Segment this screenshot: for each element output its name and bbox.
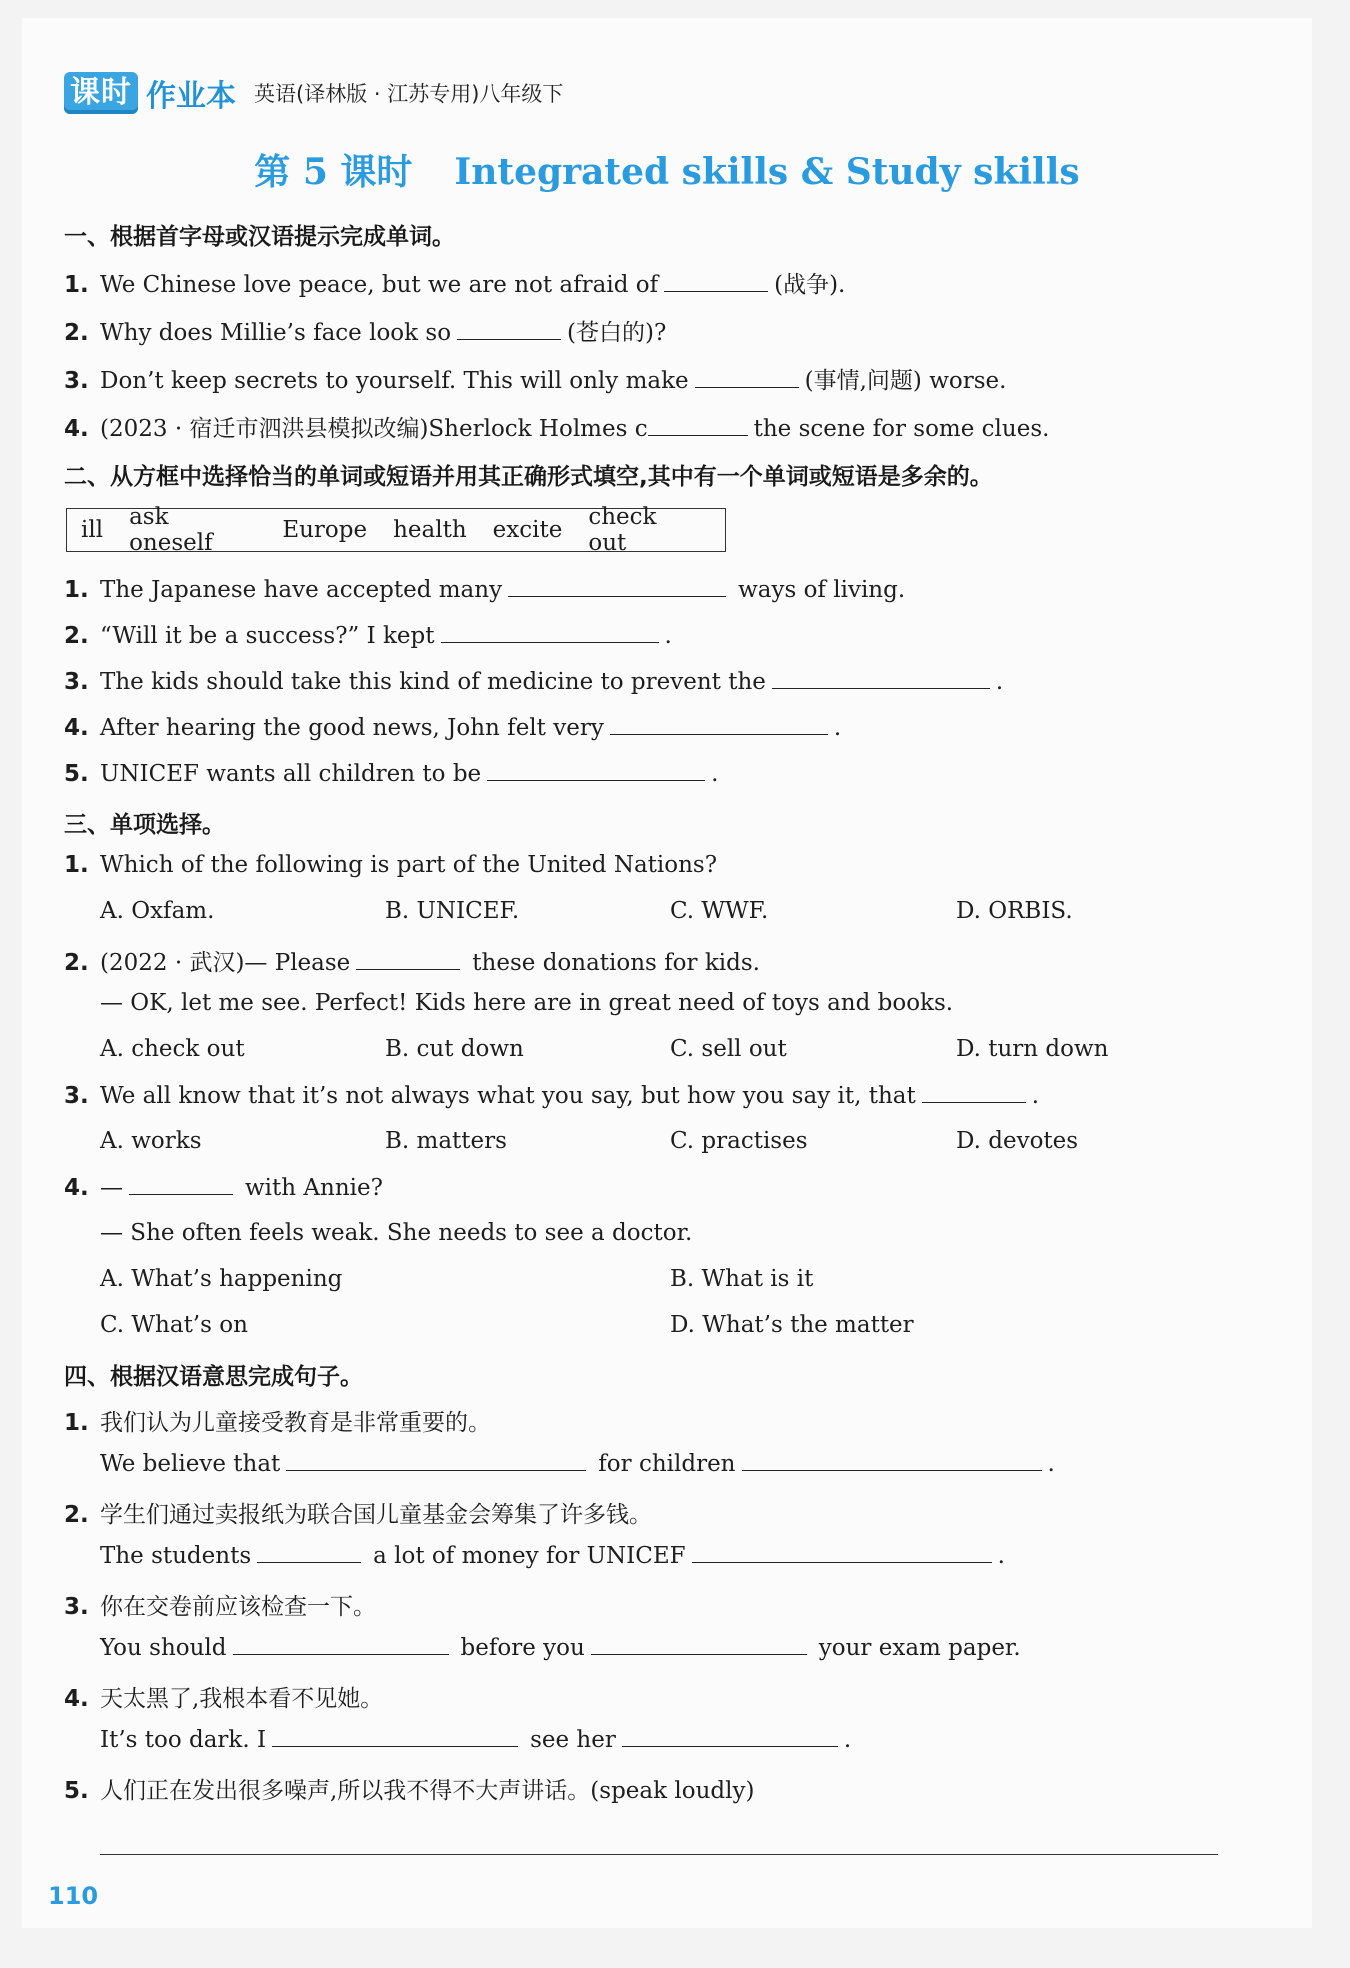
word-option: Europe: [282, 517, 368, 543]
lesson-title: [22, 144, 1312, 195]
answer-blank[interactable]: [742, 1450, 1042, 1471]
answer-blank[interactable]: [610, 714, 828, 735]
page-number: 110: [48, 1882, 99, 1910]
s3-question-3: 3. We all know that it’s not always what you say, but how you say it, that .: [64, 1083, 1040, 1109]
s4-question-3-chinese: 3. 你在交卷前应该检查一下。: [64, 1594, 376, 1620]
s2-question-1: 1. The Japanese have accepted many ways of living.: [64, 577, 906, 603]
word-box: [66, 504, 726, 556]
answer-blank[interactable]: [648, 415, 748, 436]
choice-c[interactable]: C. What’s on: [100, 1312, 248, 1338]
s2-question-2: 2. “Will it be a success?” I kept .: [64, 623, 672, 649]
answer-blank[interactable]: [129, 1174, 233, 1195]
word-option: excite: [492, 517, 563, 543]
answer-blank[interactable]: [356, 949, 460, 970]
book-subtitle: 英语(译林版 · 江苏专用)八年级下: [254, 82, 564, 106]
answer-blank[interactable]: [257, 1542, 361, 1563]
choice-c[interactable]: C. sell out: [670, 1036, 787, 1062]
answer-blank[interactable]: [487, 760, 705, 781]
answer-blank[interactable]: [286, 1450, 586, 1471]
s2-question-3: 3. The kids should take this kind of medicine to prevent the .: [64, 669, 1004, 695]
choice-b[interactable]: B. What is it: [670, 1266, 814, 1292]
s4-question-2-chinese: 2. 学生们通过卖报纸为联合国儿童基金会筹集了许多钱。: [64, 1502, 652, 1528]
s4-question-1-answer: We believe that for children .: [100, 1451, 1055, 1477]
s1-question-3: 3. Don’t keep secrets to yourself. This will only make (事情,问题) worse.: [64, 368, 1007, 394]
choice-b[interactable]: B. cut down: [385, 1036, 524, 1062]
section-2-heading: 二、从方框中选择恰当的单词或短语并用其正确形式填空,其中有一个单词或短语是多余的。: [64, 464, 993, 490]
book-logo: [64, 71, 236, 115]
answer-blank[interactable]: [772, 668, 990, 689]
lesson-number: 第 5 课时: [254, 151, 413, 193]
s4-question-1-chinese: 1. 我们认为儿童接受教育是非常重要的。: [64, 1410, 491, 1436]
choice-d[interactable]: D. devotes: [956, 1128, 1079, 1154]
answer-blank[interactable]: [664, 271, 768, 292]
s4-question-4-answer: It’s too dark. I see her .: [100, 1727, 852, 1753]
s3-question-1: 1. Which of the following is part of the United Nations?: [64, 852, 718, 878]
answer-blank[interactable]: [457, 319, 561, 340]
s4-question-5-chinese: 5. 人们正在发出很多噪声,所以我不得不大声讲话。(speak loudly): [64, 1778, 755, 1804]
word-option: health: [393, 517, 467, 543]
choice-a[interactable]: A. Oxfam.: [100, 898, 215, 924]
choice-d[interactable]: D. What’s the matter: [670, 1312, 914, 1338]
s4-question-3-answer: You should before you your exam paper.: [100, 1635, 1021, 1661]
choice-d[interactable]: D. turn down: [956, 1036, 1109, 1062]
choice-a[interactable]: A. What’s happening: [100, 1266, 343, 1292]
s4-question-2-answer: The students a lot of money for UNICEF .: [100, 1543, 1005, 1569]
word-option: ask oneself: [129, 504, 213, 556]
s1-question-2: 2. Why does Millie’s face look so (苍白的)?: [64, 320, 667, 346]
answer-blank[interactable]: [233, 1634, 449, 1655]
answer-blank[interactable]: [622, 1726, 838, 1747]
s1-question-1: 1. We Chinese love peace, but we are not afraid of (战争).: [64, 272, 846, 298]
section-4-heading: 四、根据汉语意思完成句子。: [64, 1364, 363, 1390]
choice-b[interactable]: B. UNICEF.: [385, 898, 520, 924]
word-option: ill: [81, 517, 104, 543]
logo-text: 作业本: [146, 79, 236, 114]
choice-c[interactable]: C. practises: [670, 1128, 808, 1154]
s3-question-4: 4. — with Annie?: [64, 1175, 383, 1201]
answer-blank[interactable]: [692, 1542, 992, 1563]
s2-question-5: 5. UNICEF wants all children to be .: [64, 761, 719, 787]
s3-q4-reply: — She often feels weak. She needs to see a doctor.: [100, 1220, 693, 1246]
answer-blank[interactable]: [591, 1634, 807, 1655]
answer-line[interactable]: [100, 1854, 1218, 1855]
s3-question-2: 2. (2022 · 武汉)— Please these donations for kids.: [64, 950, 760, 976]
s3-q2-reply: — OK, let me see. Perfect! Kids here are in great need of toys and books.: [100, 990, 954, 1016]
logo-badge: 课时: [64, 72, 138, 114]
worksheet-page: [22, 18, 1312, 1928]
word-option: check out: [588, 504, 657, 556]
answer-blank[interactable]: [508, 576, 726, 597]
choice-c[interactable]: C. WWF.: [670, 898, 769, 924]
section-3-heading: 三、单项选择。: [64, 812, 225, 838]
answer-blank[interactable]: [922, 1082, 1026, 1103]
answer-blank[interactable]: [695, 367, 799, 388]
page-header: [64, 70, 563, 116]
choice-a[interactable]: A. works: [100, 1128, 202, 1154]
choice-b[interactable]: B. matters: [385, 1128, 507, 1154]
choice-a[interactable]: A. check out: [100, 1036, 245, 1062]
choice-d[interactable]: D. ORBIS.: [956, 898, 1073, 924]
s4-question-4-chinese: 4. 天太黑了,我根本看不见她。: [64, 1686, 384, 1712]
answer-blank[interactable]: [272, 1726, 518, 1747]
s1-question-4: 4. (2023 · 宿迁市泗洪县模拟改编)Sherlock Holmes c the scene for some clues.: [64, 416, 1050, 442]
lesson-topic: Integrated skills & Study skills: [454, 151, 1080, 193]
answer-blank[interactable]: [441, 622, 659, 643]
s2-question-4: 4. After hearing the good news, John felt very .: [64, 715, 842, 741]
section-1-heading: 一、根据首字母或汉语提示完成单词。: [64, 224, 455, 250]
